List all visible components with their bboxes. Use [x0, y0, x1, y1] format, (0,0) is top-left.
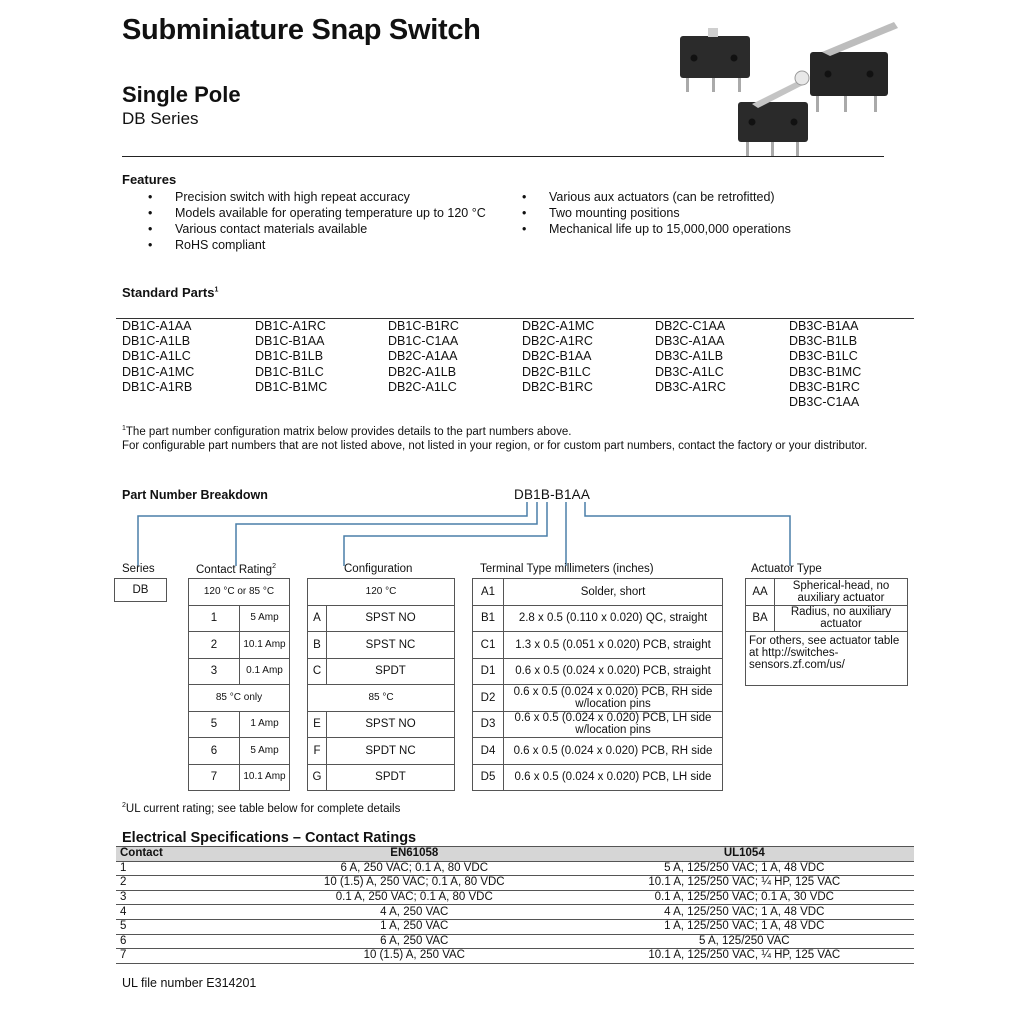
connector-actuator	[585, 502, 790, 566]
table-cell: 10.1 A, 125/250 VAC, ¼ HP, 125 VAC	[575, 949, 914, 964]
config-code: B	[308, 632, 327, 659]
standard-parts-heading: Standard Parts$^1$	[122, 285, 219, 300]
page-subtitle: Single Pole	[122, 82, 241, 107]
part-number: DB3C-A1AA	[655, 334, 725, 349]
footnote-mark-1: 1	[214, 286, 219, 294]
feature-item: • Mechanical life up to 15,000,000 operations	[496, 221, 791, 237]
part-number: DB1C-B1LC	[255, 364, 324, 379]
terminal-type-table	[472, 578, 723, 791]
terminal-description: 1.3 x 0.5 (0.051 x 0.020) PCB, straight	[504, 632, 723, 659]
part-number: DB2C-A1LB	[388, 364, 457, 379]
table-row	[116, 861, 914, 876]
table-row	[116, 949, 914, 964]
table-row	[308, 685, 455, 712]
terminal-description: 0.6 x 0.5 (0.024 x 0.020) PCB, RH side w/location pins	[504, 685, 723, 712]
features-heading: Features	[122, 172, 177, 187]
table-row	[746, 579, 908, 606]
feature-item: • Models available for operating temperature up to 120 °C	[122, 205, 486, 221]
terminal-code: D1	[473, 658, 504, 685]
part-number: DB3C-A1LB	[655, 349, 724, 364]
config-value: SPDT	[327, 658, 455, 685]
config-value: SPST NC	[327, 632, 455, 659]
terminal-code: A1	[473, 579, 504, 606]
table-row	[308, 711, 455, 738]
terminal-description: 0.6 x 0.5 (0.024 x 0.020) PCB, LH side w/location pins	[504, 711, 723, 738]
table-row	[746, 605, 908, 632]
config-header-120: 120 °C	[308, 579, 455, 606]
table-row	[189, 658, 290, 685]
contact-rating-label: Contact Rating$^2$	[196, 563, 276, 576]
part-number: DB1C-A1LB	[122, 334, 191, 349]
table-cell: 5	[116, 919, 254, 934]
table-row	[189, 738, 290, 765]
column-header: UL1054	[575, 847, 914, 862]
electrical-specs-table	[116, 846, 914, 964]
table-cell: 0.1 A, 125/250 VAC; 0.1 A, 30 VDC	[575, 890, 914, 905]
contact-rating-footnote: $^2$UL current rating; see table below for complete details	[122, 802, 401, 815]
contact-amp: 5 Amp	[240, 605, 290, 632]
table-cell: 2	[116, 876, 254, 891]
table-row	[308, 658, 455, 685]
actuator-code: AA	[746, 579, 775, 606]
configuration-label: Configuration	[344, 563, 413, 575]
table-row	[473, 579, 723, 606]
terminal-description: 0.6 x 0.5 (0.024 x 0.020) PCB, straight	[504, 658, 723, 685]
part-number: DB2C-A1LC	[388, 379, 457, 394]
table-cell: 10.1 A, 125/250 VAC; ¼ HP, 125 VAC	[575, 876, 914, 891]
part-number: DB3C-B1MC	[789, 364, 862, 379]
table-row	[473, 632, 723, 659]
config-code: E	[308, 711, 327, 738]
actuator-type-table	[745, 578, 908, 686]
electrical-specs-heading: Electrical Specifications – Contact Ratings	[122, 830, 417, 846]
terminal-code: B1	[473, 605, 504, 632]
series-name: DB Series	[122, 109, 199, 128]
table-row	[473, 764, 723, 791]
table-header-row	[116, 847, 914, 862]
contact-code: 3	[189, 658, 240, 685]
table-cell: 6	[116, 934, 254, 949]
part-number: DB3C-B1AA	[789, 319, 859, 333]
table-cell: 3	[116, 890, 254, 905]
table-cell: 1 A, 250 VAC	[254, 919, 575, 934]
table-row	[189, 685, 290, 712]
contact-amp: 1 Amp	[240, 711, 290, 738]
feature-item: • RoHS compliant	[122, 237, 486, 253]
table-row	[189, 605, 290, 632]
config-code: A	[308, 605, 327, 632]
config-header-85: 85 °C	[308, 685, 455, 712]
config-code: F	[308, 738, 327, 765]
table-row	[746, 632, 908, 686]
connector-series	[138, 502, 527, 566]
series-value: DB	[115, 579, 167, 602]
table-row	[116, 934, 914, 949]
part-number: DB1C-A1RB	[122, 379, 193, 394]
part-number: DB1C-B1MC	[255, 379, 328, 394]
config-code: C	[308, 658, 327, 685]
config-code: G	[308, 764, 327, 791]
config-value: SPST NO	[327, 711, 455, 738]
table-cell: 10 (1.5) A, 250 VAC; 0.1 A, 80 VDC	[254, 876, 575, 891]
terminal-description: 0.6 x 0.5 (0.024 x 0.020) PCB, LH side	[504, 764, 723, 791]
table-row	[189, 764, 290, 791]
table-row	[473, 711, 723, 738]
configuration-table	[307, 578, 455, 791]
table-cell: 6 A, 250 VAC; 0.1 A, 80 VDC	[254, 861, 575, 876]
table-row	[308, 738, 455, 765]
terminal-code: D3	[473, 711, 504, 738]
part-number: DB1C-A1MC	[122, 364, 195, 379]
table-cell: 5 A, 125/250 VAC; 1 A, 48 VDC	[575, 861, 914, 876]
part-number: DB2C-B1RC	[522, 379, 593, 394]
contact-amp: 0.1 Amp	[240, 658, 290, 685]
connector-contact	[236, 502, 537, 566]
table-cell: 5 A, 125/250 VAC	[575, 934, 914, 949]
column-header: Contact	[116, 847, 254, 862]
breakdown-heading: Part Number Breakdown	[122, 488, 268, 502]
part-number: DB2C-A1RC	[522, 334, 593, 349]
config-value: SPDT NC	[327, 738, 455, 765]
actuator-type-label: Actuator Type	[751, 563, 822, 575]
part-number: DB1C-A1LC	[122, 349, 191, 364]
feature-item: • Various contact materials available	[122, 221, 486, 237]
contact-code: 6	[189, 738, 240, 765]
ul-file-number: UL file number E314201	[122, 976, 257, 990]
part-number: DB2C-B1AA	[522, 349, 592, 364]
contact-code: 2	[189, 632, 240, 659]
feature-item: • Precision switch with high repeat accuracy	[122, 189, 486, 205]
config-value: SPST NO	[327, 605, 455, 632]
table-row	[308, 632, 455, 659]
actuator-note: For others, see actuator table at http://switches-sensors.zf.com/us/	[746, 632, 908, 686]
contact-header-85: 85 °C only	[189, 685, 290, 712]
connector-configuration	[344, 502, 547, 566]
table-cell: 0.1 A, 250 VAC; 0.1 A, 80 VDC	[254, 890, 575, 905]
feature-item: • Two mounting positions	[496, 205, 791, 221]
table-row	[308, 579, 455, 606]
standard-parts-note-1: $^1$The part number configuration matrix below provides details to the part numbers above.	[122, 425, 572, 438]
page-title: Subminiature Snap Switch	[122, 14, 481, 46]
table-row	[473, 738, 723, 765]
terminal-description: 2.8 x 0.5 (0.110 x 0.020) QC, straight	[504, 605, 723, 632]
table-row	[473, 605, 723, 632]
table-row	[116, 876, 914, 891]
part-number: DB2C-B1LC	[522, 364, 591, 379]
contact-amp: 10.1 Amp	[240, 632, 290, 659]
contact-code: 1	[189, 605, 240, 632]
table-cell: 10 (1.5) A, 250 VAC	[254, 949, 575, 964]
feature-item: • Various aux actuators (can be retrofitted)	[496, 189, 791, 205]
table-row	[116, 905, 914, 920]
table-row	[116, 890, 914, 905]
column-header: EN61058	[254, 847, 575, 862]
part-number: DB1C-C1AA	[388, 334, 459, 349]
part-number: DB1C-A1AA	[122, 319, 192, 333]
table-row	[189, 579, 290, 606]
contact-rating-table	[188, 578, 290, 791]
part-number: DB1C-B1AA	[255, 334, 325, 349]
part-number: DB2C-A1MC	[522, 319, 595, 333]
table-row	[189, 632, 290, 659]
table-cell: 4 A, 125/250 VAC; 1 A, 48 VDC	[575, 905, 914, 920]
part-number: DB3C-C1AA	[789, 395, 860, 410]
table-cell: 7	[116, 949, 254, 964]
contact-code: 5	[189, 711, 240, 738]
part-number: DB1C-B1RC	[388, 319, 459, 333]
table-row	[189, 711, 290, 738]
part-number: DB1C-B1LB	[255, 349, 324, 364]
terminal-type-label: Terminal Type millimeters (inches)	[480, 563, 654, 575]
part-number: DB3C-B1RC	[789, 379, 860, 394]
table-cell: 1	[116, 861, 254, 876]
terminal-description: Solder, short	[504, 579, 723, 606]
terminal-code: D4	[473, 738, 504, 765]
terminal-code: D5	[473, 764, 504, 791]
example-part-number: DB1B-B1AA	[514, 487, 591, 502]
table-row	[473, 685, 723, 712]
series-label: Series	[122, 563, 155, 575]
table-cell: 6 A, 250 VAC	[254, 934, 575, 949]
contact-amp: 5 Amp	[240, 738, 290, 765]
part-number: DB3C-B1LC	[789, 349, 858, 364]
part-number: DB3C-A1LC	[655, 364, 724, 379]
part-number: DB1C-A1RC	[255, 319, 326, 333]
contact-amp: 10.1 Amp	[240, 764, 290, 791]
table-row	[308, 764, 455, 791]
standard-parts-note-2: For configurable part numbers that are not listed above, not listed in your region, or for custom part numbers, contact the factory or your distributor.	[122, 440, 868, 452]
table-row	[473, 658, 723, 685]
part-number: DB2C-C1AA	[655, 319, 726, 333]
config-value: SPDT	[327, 764, 455, 791]
table-cell: 4 A, 250 VAC	[254, 905, 575, 920]
actuator-description: Radius, no auxiliary actuator	[775, 605, 908, 632]
table-cell: 4	[116, 905, 254, 920]
part-number: DB3C-A1RC	[655, 379, 726, 394]
table-row	[308, 605, 455, 632]
contact-code: 7	[189, 764, 240, 791]
part-number: DB3C-B1LB	[789, 334, 858, 349]
actuator-description: Spherical-head, no auxiliary actuator	[775, 579, 908, 606]
table-row	[116, 919, 914, 934]
contact-header-120: 120 °C or 85 °C	[189, 579, 290, 606]
actuator-code: BA	[746, 605, 775, 632]
terminal-code: D2	[473, 685, 504, 712]
terminal-code: C1	[473, 632, 504, 659]
series-table	[114, 578, 167, 602]
part-number: DB2C-A1AA	[388, 349, 458, 364]
terminal-description: 0.6 x 0.5 (0.024 x 0.020) PCB, RH side	[504, 738, 723, 765]
table-cell: 1 A, 125/250 VAC; 1 A, 48 VDC	[575, 919, 914, 934]
